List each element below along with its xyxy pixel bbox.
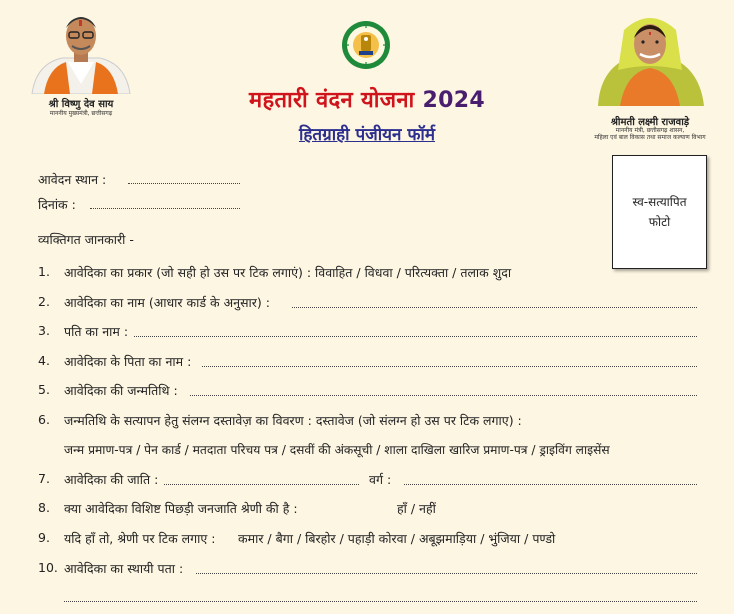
field-applicant-type: आवेदिका का प्रकार (जो सही हो उस पर टिक लगाएं) : विवाहित / विधवा / परित्यक्ता / तलाक शुदा xyxy=(64,265,512,280)
form-subtitle: हितग्राही पंजीयन फॉर्म xyxy=(298,125,436,145)
photo-box-line1: स्व-सत्यापित xyxy=(632,195,687,209)
field-number: 3. xyxy=(38,323,50,338)
field-dob-label: आवेदिका की जन्मतिथि : xyxy=(64,383,178,398)
field-number: 5. xyxy=(38,382,50,397)
application-place-field[interactable] xyxy=(128,183,240,184)
field-pvtg-category-label: यदि हाँ तो, श्रेणी पर टिक लगाए : xyxy=(64,531,216,546)
left-person-name: श्री विष्णु देव साय xyxy=(48,99,114,110)
field-number: 4. xyxy=(38,353,50,368)
category-field[interactable] xyxy=(404,484,697,485)
field-father-name-label: आवेदिका के पिता का नाम : xyxy=(64,354,192,369)
field-caste-label: आवेदिका की जाति : xyxy=(64,472,159,487)
section-heading: व्यक्तिगत जानकारी - xyxy=(38,232,134,247)
field-address-label: आवेदिका का स्थायी पता : xyxy=(64,561,184,576)
application-place-label: आवेदन स्थान : xyxy=(38,172,107,187)
address-field-line2[interactable] xyxy=(64,601,697,602)
field-dob-document-label: जन्मतिथि के सत्यापन हेतु संलग्न दस्तावेज़ का विवरण : दस्तावेज (जो संलग्न हो उस पर टिक लगाए) : xyxy=(64,413,522,428)
field-number: 1. xyxy=(38,264,50,279)
field-applicant-name-label: आवेदिका का नाम (आधार कार्ड के अनुसार) : xyxy=(64,295,270,310)
photo-box[interactable] xyxy=(612,155,707,269)
field-number: 2. xyxy=(38,294,50,309)
chief-minister-photo xyxy=(22,6,140,94)
dob-field[interactable] xyxy=(190,395,697,396)
field-number: 8. xyxy=(38,500,50,515)
title-year: 2024 xyxy=(422,88,485,113)
caste-field[interactable] xyxy=(164,484,359,485)
date-field[interactable] xyxy=(90,208,240,209)
title-main: महतारी वंदन योजना xyxy=(249,88,415,113)
field-husband-name-label: पति का नाम : xyxy=(64,324,129,339)
right-person-name: श्रीमती लक्ष्मी राजवाड़े xyxy=(610,117,690,128)
photo-box-line2: फोटो xyxy=(648,215,671,229)
field-number: 6. xyxy=(38,412,50,427)
field-category-label: वर्ग : xyxy=(369,472,392,487)
state-emblem xyxy=(341,20,391,70)
address-field-line1[interactable] xyxy=(196,573,697,574)
date-label: दिनांक : xyxy=(38,197,76,212)
field-document-options: जन्म प्रमाण-पत्र / पेन कार्ड / मतदाता परिचय पत्र / दसवीं की अंकसूची / शाला दाखिला खारिज प्रमाण-पत्र / ड्राइविंग लाइसेंस xyxy=(64,443,610,457)
husband-name-field[interactable] xyxy=(134,336,697,337)
field-pvtg-category-options[interactable]: कमार / बैगा / बिरहोर / पहाड़ी कोरवा / अबूझमाड़िया / भुंजिया / पण्डो xyxy=(238,531,556,546)
field-pvtg-options[interactable]: हाँ / नहीं xyxy=(397,501,436,516)
right-person-designation-1: माननीय मंत्री, छत्तीसगढ़ शासन, xyxy=(615,127,685,134)
left-person-designation: माननीय मुख्यमंत्री, छत्तीसगढ़ xyxy=(49,110,113,117)
field-number: 10. xyxy=(38,560,58,575)
field-number: 9. xyxy=(38,530,50,545)
father-name-field[interactable] xyxy=(202,366,697,367)
scheme-title xyxy=(0,84,734,114)
right-person-designation-2: महिला एवं बाल विकास तथा समाज कल्याण विभाग xyxy=(594,134,706,141)
field-pvtg-label: क्या आवेदिका विशिष्ट पिछड़ी जनजाति श्रेणी की है : xyxy=(64,501,298,516)
field-number: 7. xyxy=(38,471,50,486)
applicant-name-field[interactable] xyxy=(292,307,697,308)
